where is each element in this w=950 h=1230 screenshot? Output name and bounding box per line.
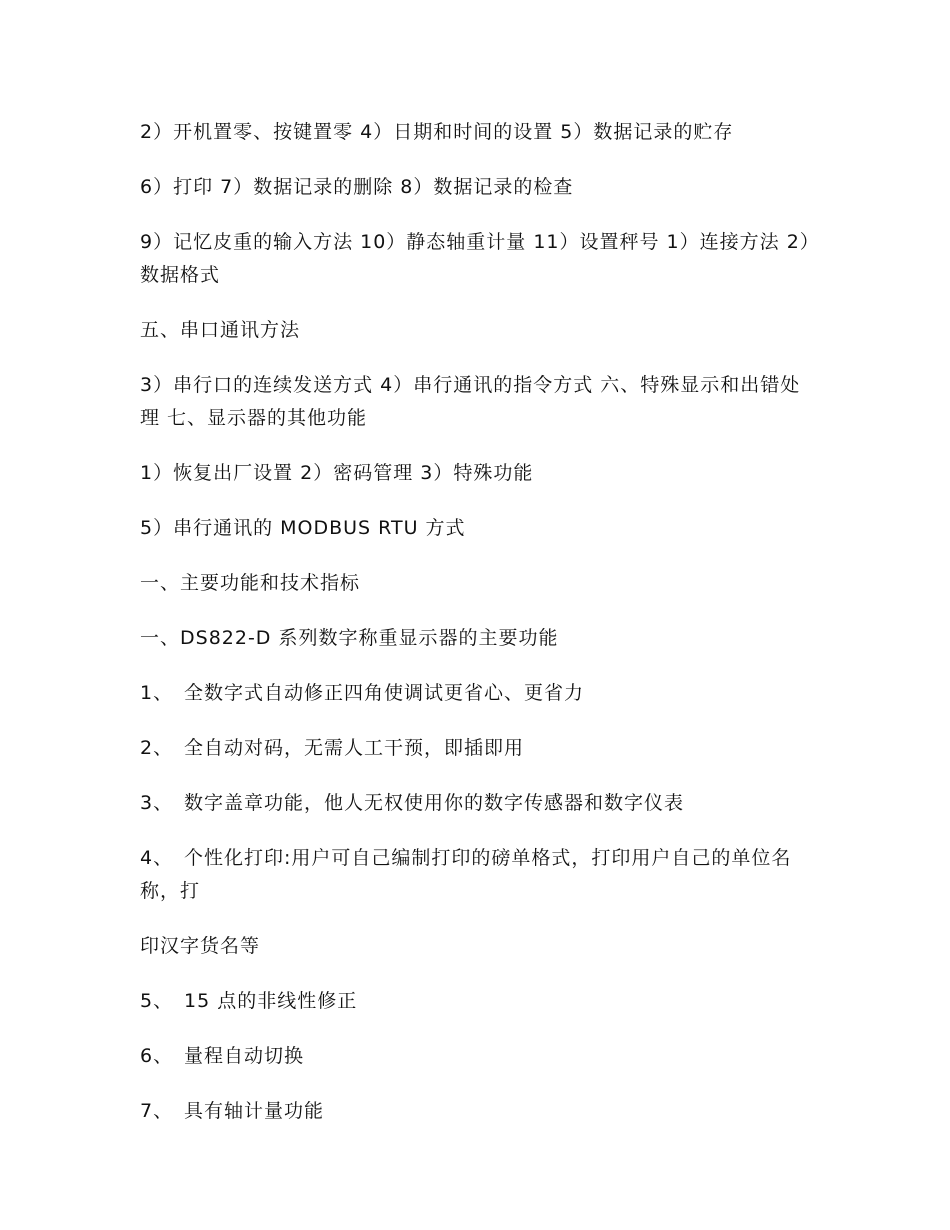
list-item-number: 4、 xyxy=(140,847,174,869)
subsection-heading-ds822d: 一、DS822-D 系列数字称重显示器的主要功能 xyxy=(140,627,559,649)
list-item-number: 7、 xyxy=(140,1100,174,1122)
toc-line-1: 2）开机置零、按键置零 4）日期和时间的设置 5）数据记录的贮存 xyxy=(140,121,734,143)
list-item-text: 全自动对码，无需人工干预，即插即用 xyxy=(184,737,525,759)
list-item xyxy=(140,732,812,765)
list-item-number: 2、 xyxy=(140,737,174,759)
list-item-continuation: 印汉字货名等 xyxy=(140,935,261,957)
section-heading-serial: 五、串口通讯方法 xyxy=(140,319,301,341)
section-heading-main-functions: 一、主要功能和技术指标 xyxy=(140,572,361,594)
toc-line-5: 1）恢复出厂设置 2）密码管理 3）特殊功能 xyxy=(140,462,534,484)
list-item-text: 数字盖章功能，他人无权使用你的数字传感器和数字仪表 xyxy=(184,792,685,814)
list-item-number: 6、 xyxy=(140,1045,174,1067)
toc-line-2: 6）打印 7）数据记录的删除 8）数据记录的检查 xyxy=(140,176,574,198)
list-item xyxy=(140,842,812,908)
list-item-text: 15 点的非线性修正 xyxy=(184,990,358,1012)
list-item-number: 1、 xyxy=(140,682,174,704)
list-item-text: 个性化打印:用户可自己编制打印的磅单格式，打印用户自己的单位名称，打 xyxy=(140,847,792,902)
document-body xyxy=(140,116,812,1150)
list-item xyxy=(140,787,812,820)
list-item xyxy=(140,1040,812,1073)
list-item-number: 3、 xyxy=(140,792,174,814)
list-item xyxy=(140,985,812,1018)
list-item-number: 5、 xyxy=(140,990,174,1012)
list-item-text: 量程自动切换 xyxy=(184,1045,305,1067)
toc-line-4: 3）串行口的连续发送方式 4）串行通讯的指令方式 六、特殊显示和出错处理 七、显示器的其他功能 xyxy=(140,374,801,429)
list-item xyxy=(140,677,812,710)
list-item xyxy=(140,1095,812,1128)
toc-line-3: 9）记忆皮重的输入方法 10）静态轴重计量 11）设置秤号 1）连接方法 2）数据格式 xyxy=(140,231,811,286)
list-item-text: 全数字式自动修正四角使调试更省心、更省力 xyxy=(184,682,585,704)
toc-line-6: 5）串行通讯的 MODBUS RTU 方式 xyxy=(140,517,466,539)
list-item-text: 具有轴计量功能 xyxy=(184,1100,325,1122)
